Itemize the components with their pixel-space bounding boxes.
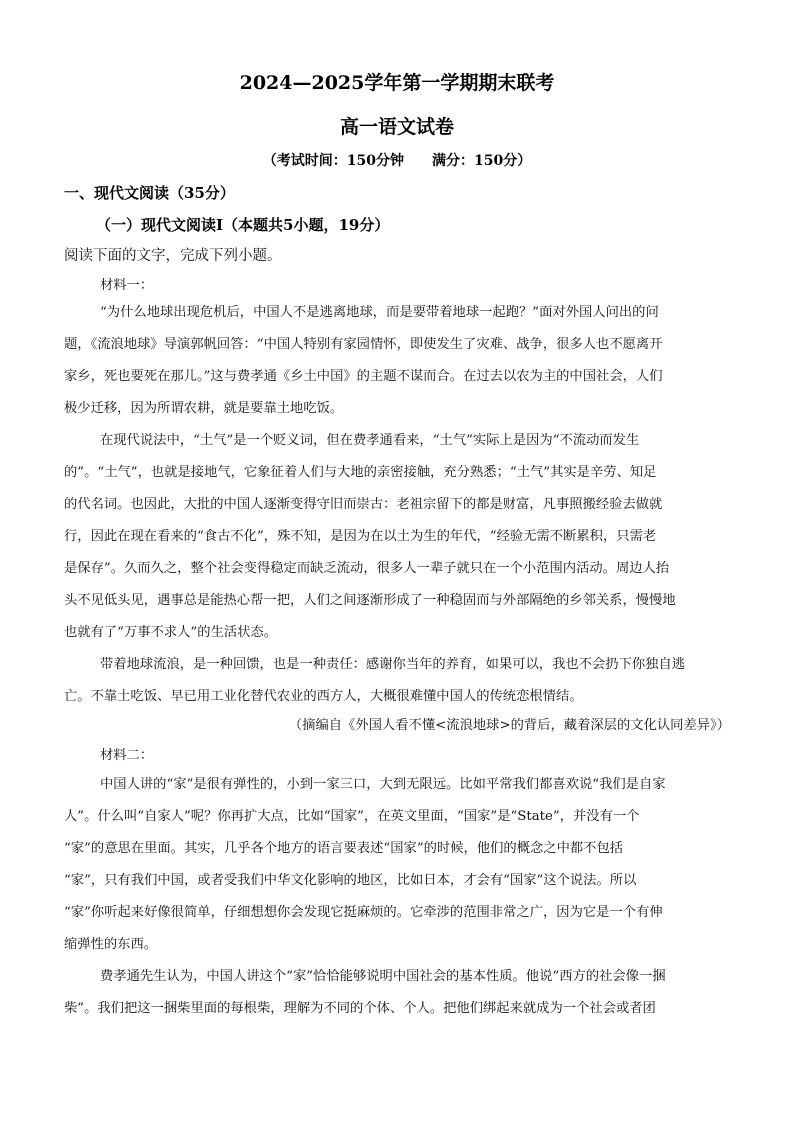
- paragraph-line: 费孝通先生认为，中国人讲这个“家”恰恰能够说明中国社会的基本性质。他说“西方的社会像一捆: [100, 969, 666, 984]
- paragraph-line: 行，因此在现在看来的“食古不化”，殊不知，是因为在以土为生的年代，“经验无需不断累积，只需老: [64, 529, 657, 544]
- paragraph-line: 的”。“土气”，也就是接地气，它象征着人们与大地的亲密接触，充分熟悉；“土气”其实是辛劳、知足: [64, 465, 657, 480]
- paragraph-line: 柴”。我们把这一捆柴里面的每根柴，理解为不同的个体、个人。把他们绑起来就成为一个社会或者团: [64, 1001, 656, 1016]
- paragraph-line: 缩弹性的东西。: [64, 937, 158, 952]
- material-one-label: 材料一：: [100, 278, 154, 293]
- exam-subtitle: 高一语文试卷: [339, 116, 454, 138]
- paragraph-line: 亡。不靠土吃饭、早已用工业化替代农业的西方人，大概很难懂中国人的传统恋根情结。: [64, 689, 583, 704]
- paragraph-line: 的代名词。也因此，大批的中国人逐渐变得守旧而崇古：老祖宗留下的都是财富，凡事照搬经验去做就: [64, 497, 663, 512]
- paragraph-line: 题，《流浪地球》导演郭帆回答：“中国人特别有家园情怀，即使发生了灾难、战争，很多人也不愿离开: [64, 337, 663, 352]
- paragraph-line: 是保存”。久而久之，整个社会变得稳定而缺乏流动，很多人一辈子就只在一个小范围内活动。周边人抬: [64, 561, 670, 576]
- paragraph-line: 人”。什么叫“自家人”呢？你再扩大点，比如“国家”，在英文里面，“国家”是“State”，并没有一个: [64, 809, 640, 824]
- section-heading: 一、现代文阅读（35分）: [64, 184, 235, 202]
- subsection-heading: （一）现代文阅读Ⅰ（本题共5小题，19分）: [96, 216, 390, 234]
- exam-info: [0, 150, 794, 170]
- paragraph-line: “家”你听起来好像很简单，仔细想想你会发现它挺麻烦的。它牵涉的范围非常之广，因为它是一个有伸: [64, 905, 663, 920]
- paragraph-line: 带着地球流浪，是一种回馈，也是一种责任：感谢你当年的养育，如果可以，我也不会扔下你独自逃: [100, 657, 686, 672]
- paragraph-line: “为什么地球出现危机后，中国人不是逃离地球，而是要带着地球一起跑？”面对外国人问出的问: [100, 305, 659, 320]
- exam-title: 2024—2025学年第一学期期末联考: [239, 72, 555, 94]
- exam-time: （考试时间：150分钟: [262, 153, 404, 169]
- paragraph-line: “家”，只有我们中国，或者受我们中华文化影响的地区，比如日本，才会有“国家”这个说法。所以: [64, 873, 637, 888]
- paragraph-line: 头不见低头见，遇事总是能热心帮一把，人们之间逐渐形成了一种稳固而与外部隔绝的乡邻关系，慢慢地: [64, 593, 676, 608]
- instruction: 阅读下面的文字，完成下列小题。: [64, 248, 282, 264]
- paragraph-line: “家”的意思在里面。其实，几乎各个地方的语言要表述“国家”的时候，他们的概念之中都不包括: [64, 841, 624, 856]
- material-one-source: （摘编自《外国人看不懂<流浪地球>的背后，藏着深层的文化认同差异》）: [288, 718, 730, 733]
- paragraph-line: 在现代说法中，“土气”是一个贬义词，但在费孝通看来，“土气”实际上是因为“不流动而发生: [100, 433, 640, 448]
- paragraph-line: 中国人讲的“家”是很有弹性的，小到一家三口，大到无限远。比如平常我们都喜欢说“我们是自家: [100, 777, 666, 792]
- full-score: 满分：150分）: [432, 153, 532, 169]
- paragraph-line: 极少迁移，因为所谓农耕，就是要靠土地吃饭。: [64, 401, 344, 416]
- material-two-label: 材料二：: [100, 748, 154, 763]
- paragraph-line: 也就有了“万事不求人”的生活状态。: [64, 625, 278, 640]
- paragraph-line: 家乡，死也要死在那儿。”这与费孝通《乡土中国》的主题不谋而合。在过去以农为主的中国社会，人们: [64, 369, 663, 384]
